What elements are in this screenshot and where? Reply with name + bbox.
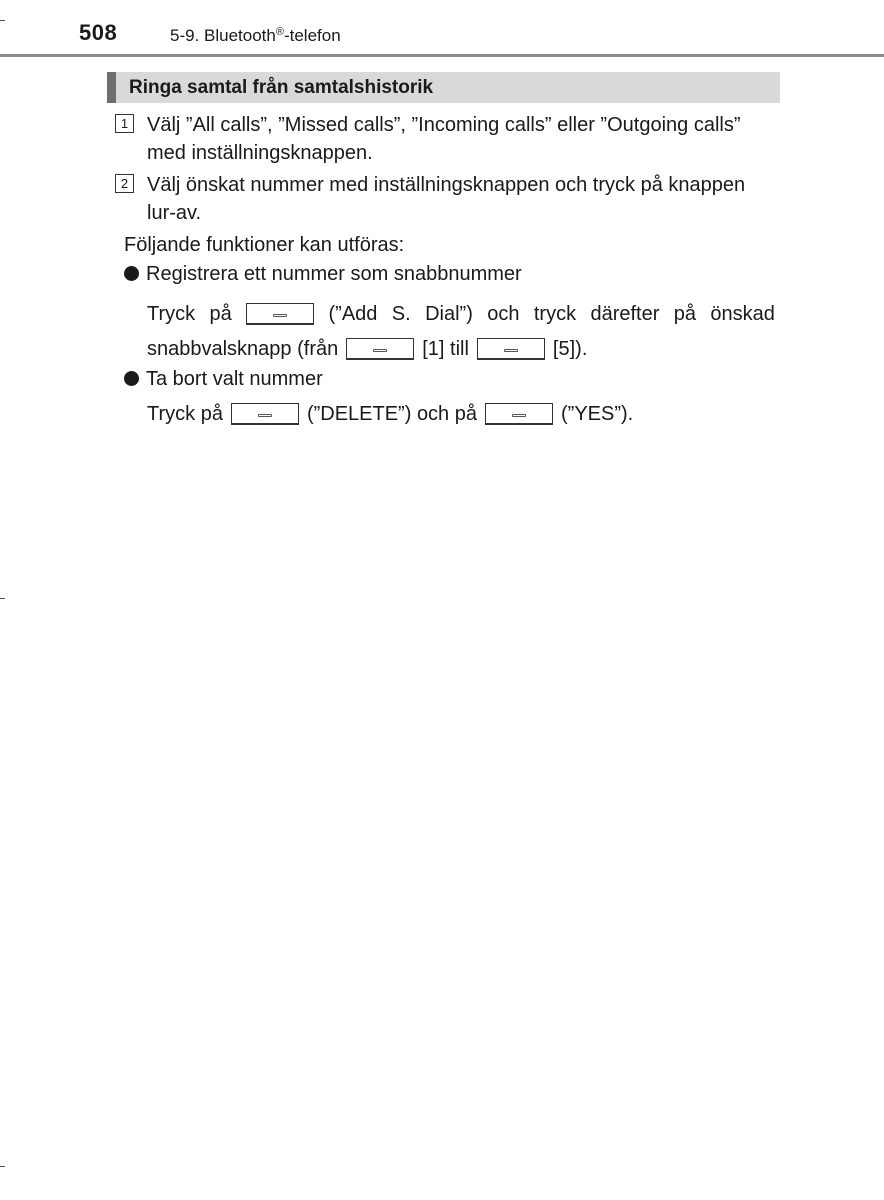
section-title: 5-9. Bluetooth®-telefon	[170, 26, 341, 45]
intro-text: Följande funktioner kan utföras:	[124, 234, 405, 256]
instruction-word: S.	[391, 303, 411, 325]
button-key-icon	[231, 403, 299, 425]
subsection-heading	[107, 72, 780, 103]
bullet-icon	[124, 266, 139, 281]
bullet-1-instruction-line-1	[147, 300, 775, 328]
step-1	[115, 111, 780, 167]
step-2-line-1: Välj önskat nummer med inställningsknappen och tryck på knappen	[147, 174, 746, 196]
bullet-1-instruction-line-2: snabbvalsknapp (från [1] till [5]).	[147, 338, 588, 360]
header-rule	[0, 54, 884, 57]
instruction-word: på	[673, 303, 697, 325]
button-key-icon	[477, 338, 545, 360]
step-number-box: 1	[115, 114, 134, 133]
page-number: 508	[79, 20, 118, 45]
crop-mark	[0, 20, 5, 21]
bullet-title: Ta bort valt nummer	[146, 368, 323, 390]
step-1-line-1: Välj ”All calls”, ”Missed calls”, ”Incoming calls” eller ”Outgoing calls”	[147, 114, 741, 136]
bullet-item-1	[124, 260, 522, 288]
step-2	[115, 171, 780, 227]
step-number-box: 2	[115, 174, 134, 193]
step-1-line-2: med inställningsknappen.	[147, 142, 373, 164]
instruction-word: därefter	[590, 303, 660, 325]
registered-mark: ®	[275, 26, 284, 38]
button-key-icon	[346, 338, 414, 360]
instruction-word: tryck	[533, 303, 577, 325]
instruction-word: (”Add	[328, 303, 378, 325]
bullet-item-2	[124, 365, 323, 393]
instruction-word: önskad	[710, 303, 775, 325]
subsection-heading-text: Ringa samtal från samtalshistorik	[129, 77, 434, 98]
instruction-word: Tryck	[147, 303, 196, 325]
bullet-icon	[124, 371, 139, 386]
instruction-word: Dial”)	[425, 303, 473, 325]
instruction-word: på	[209, 303, 232, 325]
crop-mark	[0, 1166, 5, 1167]
step-2-line-2: lur-av.	[147, 202, 202, 224]
button-key-icon	[246, 303, 314, 325]
button-key-icon	[485, 403, 553, 425]
instruction-word: och	[487, 303, 520, 325]
bullet-title: Registrera ett nummer som snabbnummer	[146, 263, 522, 285]
crop-mark	[0, 598, 5, 599]
bullet-2-instruction-line: Tryck på (”DELETE”) och på (”YES”).	[147, 403, 634, 425]
